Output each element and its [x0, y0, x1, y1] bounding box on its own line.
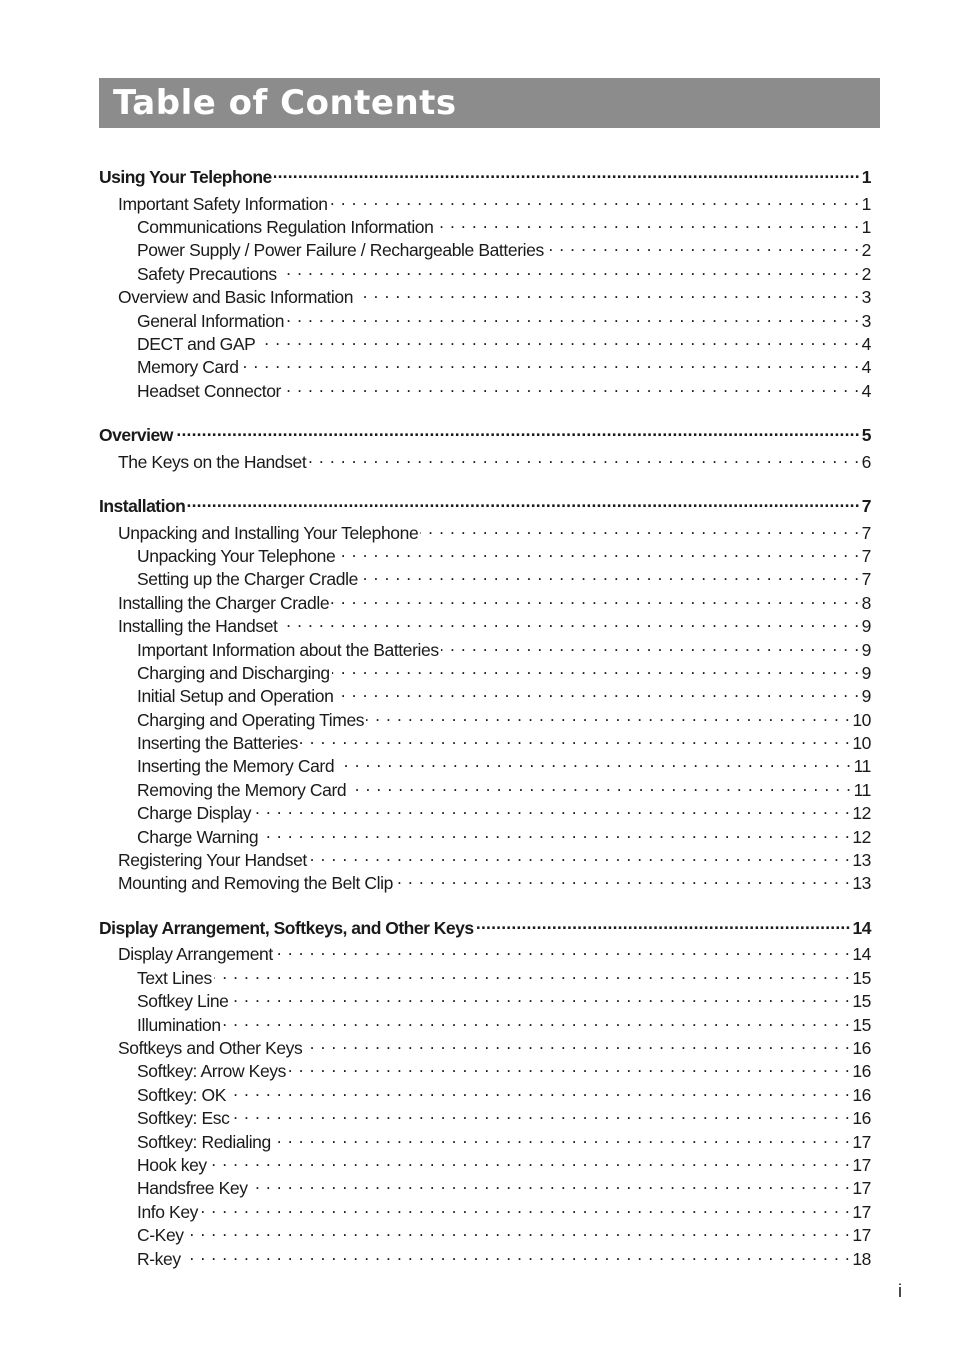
toc-entry-label: Installation [99, 496, 186, 516]
dot-leader [273, 1126, 850, 1148]
toc-entry-page: 16 [852, 1085, 871, 1105]
toc-entry[interactable] [137, 821, 871, 847]
toc-entry-page: 12 [852, 803, 871, 823]
dot-leader [309, 844, 850, 866]
toc-entry-page: 16 [852, 1061, 871, 1081]
dot-leader [187, 490, 859, 512]
dot-leader [175, 419, 860, 441]
toc-entry-page: 8 [861, 593, 871, 613]
toc-entry[interactable] [137, 305, 871, 331]
toc-entry-label: Charging and Discharging [137, 663, 330, 683]
toc-entry-label: Text Lines [137, 968, 212, 988]
toc-entry-label: Mounting and Removing the Belt Clip [118, 873, 393, 893]
toc-entry-page: 7 [861, 569, 871, 589]
toc-entry-page: 1 [861, 217, 871, 237]
toc-entry-label: Handsfree Key [137, 1178, 248, 1198]
toc-section[interactable] [99, 490, 871, 516]
toc-entry[interactable] [137, 1079, 871, 1105]
toc-section[interactable] [99, 912, 871, 938]
toc-entry-page: 15 [852, 991, 871, 1011]
toc-entry[interactable] [137, 985, 871, 1011]
toc-entry[interactable] [137, 351, 871, 377]
toc-entry-label: Installing the Charger Cradle [118, 593, 330, 613]
toc-entry[interactable] [118, 867, 871, 893]
toc-entry-label: Memory Card [137, 357, 239, 377]
toc-entry-page: 12 [852, 827, 871, 847]
dot-leader [223, 1009, 851, 1031]
dot-leader [183, 1243, 851, 1265]
toc-entry-page: 15 [852, 1015, 871, 1035]
dot-leader [275, 938, 850, 960]
toc-entry-page: 17 [852, 1155, 871, 1175]
toc-entry[interactable] [137, 750, 871, 776]
dot-leader [253, 797, 850, 819]
toc-entry-page: 11 [853, 780, 871, 800]
toc-entry[interactable] [118, 517, 871, 543]
toc-entry-page: 16 [852, 1038, 871, 1058]
toc-entry[interactable] [137, 211, 871, 237]
toc-entry[interactable] [137, 727, 871, 753]
toc-entry-label: R-key [137, 1249, 181, 1269]
toc-entry-label: Softkey: Esc [137, 1108, 230, 1128]
toc-entry-label: Display Arrangement, Softkeys, and Other Keys [99, 918, 474, 938]
dot-leader [257, 328, 859, 350]
toc-entry-label: Inserting the Memory Card [137, 756, 335, 776]
toc-entry[interactable] [118, 446, 871, 472]
dot-leader [200, 1196, 850, 1218]
toc-entry-page: 3 [861, 287, 871, 307]
toc-entry-label: General Information [137, 311, 285, 331]
toc-entry-page: 16 [852, 1108, 871, 1128]
toc-section[interactable] [99, 161, 871, 187]
toc-entry-page: 14 [852, 918, 871, 938]
dot-leader [332, 657, 860, 679]
toc-entry-page: 4 [861, 334, 871, 354]
dot-leader [546, 234, 860, 256]
toc-entry-label: Softkey: Arrow Keys [137, 1061, 286, 1081]
dot-leader [331, 587, 859, 609]
toc-entry-page: 13 [852, 873, 871, 893]
dot-leader [280, 610, 860, 632]
toc-entry-label: Unpacking Your Telephone [137, 546, 336, 566]
toc-entry[interactable] [118, 188, 871, 214]
dot-leader [274, 161, 860, 183]
toc-entry[interactable] [137, 962, 871, 988]
dot-leader [435, 211, 859, 233]
toc-entry[interactable] [118, 844, 871, 870]
toc-entry[interactable] [137, 634, 871, 660]
toc-entry-label: Softkey: OK [137, 1085, 226, 1105]
toc-entry-page: 7 [861, 523, 871, 543]
toc-entry-label: Display Arrangement [118, 944, 273, 964]
toc-entry-label: Info Key [137, 1202, 199, 1222]
toc-entry-page: 2 [861, 264, 871, 284]
toc-entry[interactable] [137, 1102, 871, 1128]
dot-leader [336, 750, 851, 772]
toc-entry-label: Overview and Basic Information [118, 287, 354, 307]
toc-entry[interactable] [137, 234, 871, 260]
toc-entry-label: Overview [99, 425, 173, 445]
dot-leader [300, 727, 850, 749]
toc-entry[interactable] [137, 1243, 871, 1269]
toc-entry[interactable] [137, 774, 871, 800]
toc-entry-label: Hook key [137, 1155, 207, 1175]
toc-entry-page: 7 [861, 546, 871, 566]
dot-leader [304, 1032, 850, 1054]
toc-entry[interactable] [137, 1172, 871, 1198]
toc-entry[interactable] [137, 797, 871, 823]
dot-leader [308, 446, 859, 468]
toc-section[interactable] [99, 419, 871, 445]
toc-entry-label: Setting up the Charger Cradle [137, 569, 358, 589]
dot-leader [360, 563, 860, 585]
toc-entry-page: 1 [861, 194, 871, 214]
toc-entry-page: 4 [861, 357, 871, 377]
toc-entry[interactable] [118, 587, 871, 613]
toc-entry[interactable] [137, 328, 871, 354]
toc-entry-label: Removing the Memory Card [137, 780, 347, 800]
toc-entry-label: Using Your Telephone [99, 167, 272, 187]
title-bar [99, 78, 880, 128]
toc-entry-page: 7 [861, 496, 871, 516]
toc-entry-page: 17 [852, 1132, 871, 1152]
toc-entry-label: Power Supply / Power Failure / Rechargeable Batteries [137, 240, 544, 260]
toc-entry-label: The Keys on the Handset [118, 452, 307, 472]
toc-entry-label: Charge Display [137, 803, 252, 823]
toc-entry[interactable] [137, 1219, 871, 1245]
toc-entry-page: 14 [852, 944, 871, 964]
toc-entry[interactable] [137, 1196, 871, 1222]
toc-entry-label: Safety Precautions [137, 264, 277, 284]
toc-entry-label: Initial Setup and Operation [137, 686, 334, 706]
toc-entry-label: Inserting the Batteries [137, 733, 299, 753]
page-title: Table of Contents [113, 83, 457, 123]
toc-entry-label: Registering Your Handset [118, 850, 307, 870]
toc-entry-page: 10 [852, 710, 871, 730]
dot-leader [348, 774, 851, 796]
toc-entry-label: Important Information about the Batteries [137, 640, 439, 660]
toc-entry-label: Charging and Operating Times [137, 710, 365, 730]
toc-entry[interactable] [137, 1055, 871, 1081]
toc-entry-page: 9 [861, 640, 871, 660]
dot-leader [228, 1079, 850, 1101]
toc-entry-page: 1 [861, 167, 871, 187]
toc-entry-label: Communications Regulation Information [137, 217, 434, 237]
toc-entry-page: 13 [852, 850, 871, 870]
toc-entry-page: 4 [861, 381, 871, 401]
toc-entry-label: Installing the Handset [118, 616, 278, 636]
dot-leader [231, 985, 851, 1007]
toc-entry-page: 18 [852, 1249, 871, 1269]
toc-entry-page: 10 [852, 733, 871, 753]
toc-entry-label: DECT and GAP [137, 334, 256, 354]
dot-leader [241, 351, 860, 373]
dot-leader [395, 867, 850, 889]
toc-entry-label: Important Safety Information [118, 194, 328, 214]
dot-leader [231, 1102, 850, 1124]
dot-leader [283, 375, 860, 397]
toc-entry[interactable] [137, 540, 871, 566]
toc-entry-page: 15 [852, 968, 871, 988]
toc-entry-label: Softkeys and Other Keys [118, 1038, 303, 1058]
dot-leader [476, 912, 851, 934]
toc-entry-page: 2 [861, 240, 871, 260]
toc-entry-page: 6 [861, 452, 871, 472]
dot-leader [286, 305, 860, 327]
toc-entry-label: Illumination [137, 1015, 221, 1035]
toc-entry[interactable] [118, 1032, 871, 1058]
toc-entry-page: 3 [861, 311, 871, 331]
toc-entry[interactable] [118, 610, 871, 636]
toc-entry-label: Charge Warning [137, 827, 259, 847]
dot-leader [330, 188, 860, 210]
dot-leader [355, 281, 860, 303]
toc-entry-label: Headset Connector [137, 381, 281, 401]
toc-entry-page: 9 [861, 663, 871, 683]
toc-entry[interactable] [137, 1009, 871, 1035]
dot-leader [279, 258, 860, 280]
dot-leader [366, 704, 850, 726]
dot-leader [441, 634, 860, 656]
toc-entry[interactable] [137, 704, 871, 730]
toc-entry-page: 17 [852, 1178, 871, 1198]
toc-entry-label: C-Key [137, 1225, 184, 1245]
dot-leader [420, 517, 859, 539]
dot-leader [288, 1055, 850, 1077]
toc-entry[interactable] [137, 258, 871, 284]
dot-leader [214, 962, 851, 984]
dot-leader [337, 540, 859, 562]
toc-entry[interactable] [118, 281, 871, 307]
toc-entry-page: 17 [852, 1202, 871, 1222]
toc-entry-label: Softkey: Redialing [137, 1132, 271, 1152]
toc-entry[interactable] [137, 375, 871, 401]
toc-entry[interactable] [137, 1149, 871, 1175]
toc-entry-page: 11 [853, 756, 871, 776]
toc-entry-page: 9 [861, 686, 871, 706]
toc-entry[interactable] [118, 938, 871, 964]
toc-entry-label: Softkey Line [137, 991, 229, 1011]
dot-leader [186, 1219, 851, 1241]
dot-leader [260, 821, 850, 843]
toc-entry[interactable] [137, 563, 871, 589]
toc-entry-page: 17 [852, 1225, 871, 1245]
toc-entry-page: 9 [861, 616, 871, 636]
toc-entry-label: Unpacking and Installing Your Telephone [118, 523, 419, 543]
dot-leader [335, 680, 859, 702]
toc-entry-page: 5 [861, 425, 871, 445]
toc-entry[interactable] [137, 657, 871, 683]
toc-entry[interactable] [137, 1126, 871, 1152]
dot-leader [209, 1149, 851, 1171]
toc-entry[interactable] [137, 680, 871, 706]
dot-leader [250, 1172, 851, 1194]
page-number: i [898, 1281, 902, 1301]
